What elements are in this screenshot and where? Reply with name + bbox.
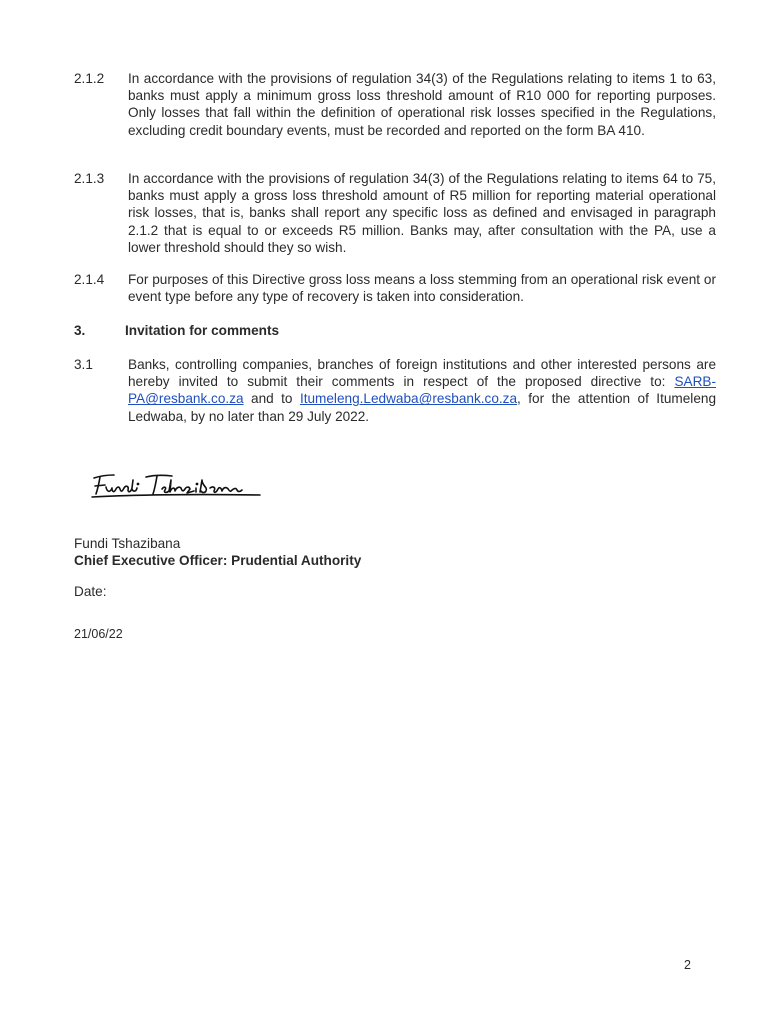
section-title: Invitation for comments — [125, 323, 280, 338]
section-number: 3. — [74, 323, 86, 338]
signatory-block — [74, 535, 361, 569]
paragraph-text-middle: and to — [243, 391, 300, 407]
handwritten-signature — [90, 468, 265, 502]
section-3-heading — [74, 322, 716, 339]
paragraph-2-1-4 — [74, 271, 716, 305]
date-label: Date: — [74, 584, 107, 599]
email-link-sarb-pa[interactable]: SARB-PA@resbank.co.za — [128, 374, 716, 407]
paragraph-text — [128, 356, 716, 425]
paragraph-3-1 — [74, 356, 716, 425]
date-value: 21/06/22 — [74, 627, 123, 641]
paragraph-number: 2.1.4 — [74, 272, 105, 287]
paragraph-2-1-3 — [74, 170, 716, 256]
paragraph-2-1-2 — [74, 70, 716, 139]
paragraph-text: In accordance with the provisions of regulation 34(3) of the Regulations relating to items 64 to 75, banks must apply a gross loss threshold amount of R5 million for reporting material operational risk losses, that is, banks shall report any specific loss as defined and envisaged in paragraph 2.1.2 that is equal to or exceeds R5 million. Banks may, after consultation with the PA, use a lower threshold should they so wish. — [128, 171, 716, 255]
signatory-name: Fundi Tshazibana — [74, 536, 181, 551]
paragraph-text: In accordance with the provisions of regulation 34(3) of the Regulations relating to items 1 to 63, banks must apply a minimum gross loss threshold amount of R10 000 for reporting purposes. Only losses that fall within the definition of operational risk losses specified in the Regulations, excluding credit boundary events, must be recorded and reported on the form BA 410. — [128, 71, 716, 138]
paragraph-number: 3.1 — [74, 357, 93, 372]
paragraph-text-start: Banks, controlling companies, branches of foreign institutions and other interested persons are hereby invited to submit their comments in respect of the proposed directive to: — [128, 357, 716, 390]
email-link-itumeleng[interactable]: Itumeleng.Ledwaba@resbank.co.za — [299, 391, 518, 407]
paragraph-number: 2.1.2 — [74, 71, 105, 86]
signatory-title: Chief Executive Officer: Prudential Authority — [74, 553, 362, 569]
page-number: 2 — [684, 958, 691, 972]
paragraph-text: For purposes of this Directive gross loss means a loss stemming from an operational risk event or event type before any type of recovery is taken into consideration. — [128, 272, 716, 305]
paragraph-number: 2.1.3 — [74, 171, 105, 186]
paragraph-text-end: , for the attention of Itumeleng Ledwaba, by no later than 29 July 2022. — [128, 391, 716, 424]
